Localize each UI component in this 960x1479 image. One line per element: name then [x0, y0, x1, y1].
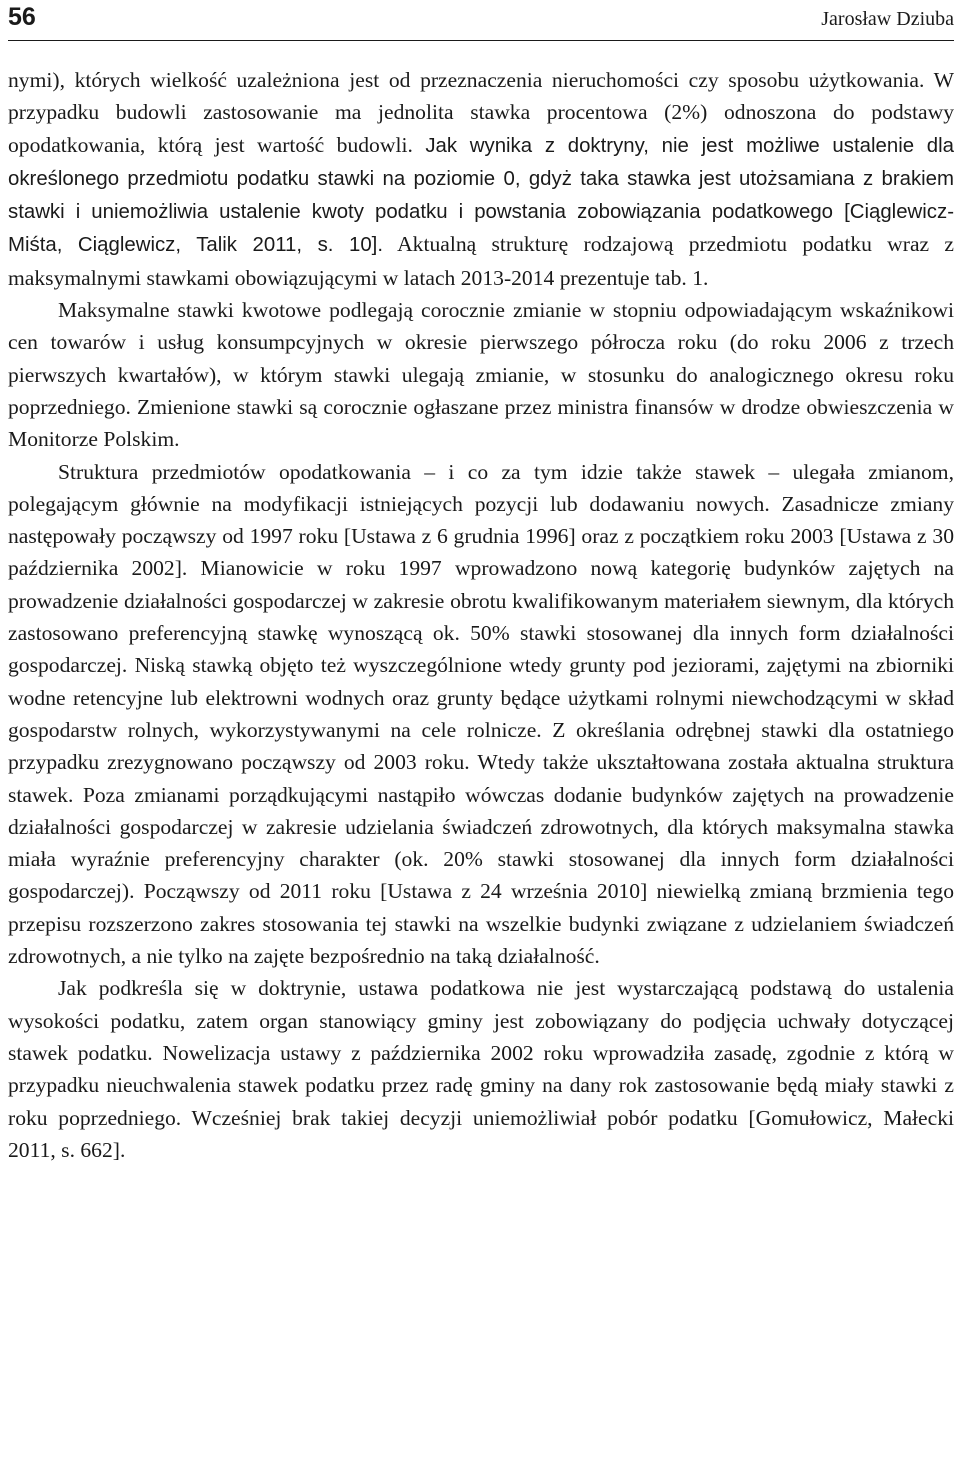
page-header	[8, 0, 954, 41]
paragraph-2: Maksymalne stawki kwotowe podlegają corocznie zmianie w stopniu odpowiadającym wskaźnikowi cen towarów i usług konsumpcyjnych w okresie pierwszego półrocza roku (do roku 2006 z trzech pierwszych kwartałów), w którym stawki ulegają zmianie, w stosunku do analogicznego okresu roku poprzedniego. Zmienione stawki są corocznie ogłaszane przez ministra finansów w drodze obwieszczenia w Monitorze Polskim.	[8, 298, 954, 452]
paragraph-1-part-b: Jak wynika z doktryny, nie jest możliwe ustalenie dla określonego przedmiotu podatku stawki na poziomie 0, gdyż taka stawka jest utożsamiana z brakiem stawki i uniemożliwia ustalenie kwoty podatku i powstania zobowiązania podatkowego [Ciąglewicz-Miśta, Ciąglewicz, Talik 2011, s. 10].	[8, 134, 954, 257]
page-number: 56	[8, 3, 36, 31]
paragraph-1	[8, 64, 954, 294]
paragraph-1-part-a: nymi), których wielkość uzależniona jest od przeznaczenia nieruchomości czy sposobu użytkowania. W przypadku budowli zastosowanie ma jednolita stawka procentowa (2%) odnoszona do podstawy opodatkowania, którą jest wartość budowli.	[8, 68, 954, 157]
body-text	[8, 64, 954, 1166]
running-head-author: Jarosław Dziuba	[821, 8, 954, 30]
paragraph-3: Struktura przedmiotów opodatkowania – i co za tym idzie także stawek – ulegała zmianom, polegającym głównie na modyfikacji istniejących pozycji lub dodawaniu nowych. Zasadnicze zmiany następowały począwszy od 1997 roku [Ustawa z 6 grudnia 1996] oraz z początkiem roku 2003 [Ustawa z 30 października 2002]. Mianowicie w roku 1997 wprowadzono nową kategorię budynków zajętych na prowadzenie działalności gospodarczej w zakresie obrotu kwalifikowanym materiałem siewnym, dla których zastosowano preferencyjną stawkę wynoszącą ok. 50% stawki stosowanej dla innych form działalności gospodarczej. Niską stawką objęto też wyszczególnione wtedy grunty pod jeziorami, zajętymi na zbiorniki wodne retencyjne lub elektrowni wodnych oraz grunty będące użytkami rolnymi niewchodzącymi w skład gospodarstw rolnych, wykorzystywanymi na cele rolnicze. Z określania odrębnej stawki dla ostatniego przypadku zrezygnowano począwszy od 2003 roku. Wtedy także ukształtowana została aktualna struktura stawek. Poza zmianami porządkującymi nastąpiło wówczas dodanie budynków zajętych na prowadzenie działalności gospodarczej w zakresie udzielania świadczeń zdrowotnych, dla których maksymalna stawka miała wyraźnie preferencyjny charakter (ok. 20% stawki stosowanej dla innych form działalności gospodarczej). Począwszy od 2011 roku [Ustawa z 24 września 2010] niewielką zmianą brzmienia tego przepisu rozszerzono zakres stosowania tej stawki na wszelkie budynki związane z udzielaniem świadczeń zdrowotnych, a nie tylko na zajęte bezpośrednio na taką działalność.	[8, 459, 954, 969]
paragraph-1-part-c: Aktualną strukturę rodzajową przedmiotu podatku wraz z maksymalnymi stawkami obowiązującymi w latach 2013-2014 prezentuje tab. 1.	[8, 232, 954, 290]
paragraph-4: Jak podkreśla się w doktrynie, ustawa podatkowa nie jest wystarczającą podstawą do ustalenia wysokości podatku, zatem organ stanowiący gminy jest zobowiązany do podjęcia uchwały dotyczącej stawek podatku. Nowelizacja ustawy z października 2002 roku wprowadziła zasadę, zgodnie z którą w przypadku nieuchwalenia stawek podatku przez radę gminy na dany rok zastosowanie będą miały stawki z roku poprzedniego. Wcześniej brak takiej decyzji uniemożliwiał pobór podatku [Gomułowicz, Małecki 2011, s. 662].	[8, 976, 954, 1162]
page	[8, 0, 954, 1479]
